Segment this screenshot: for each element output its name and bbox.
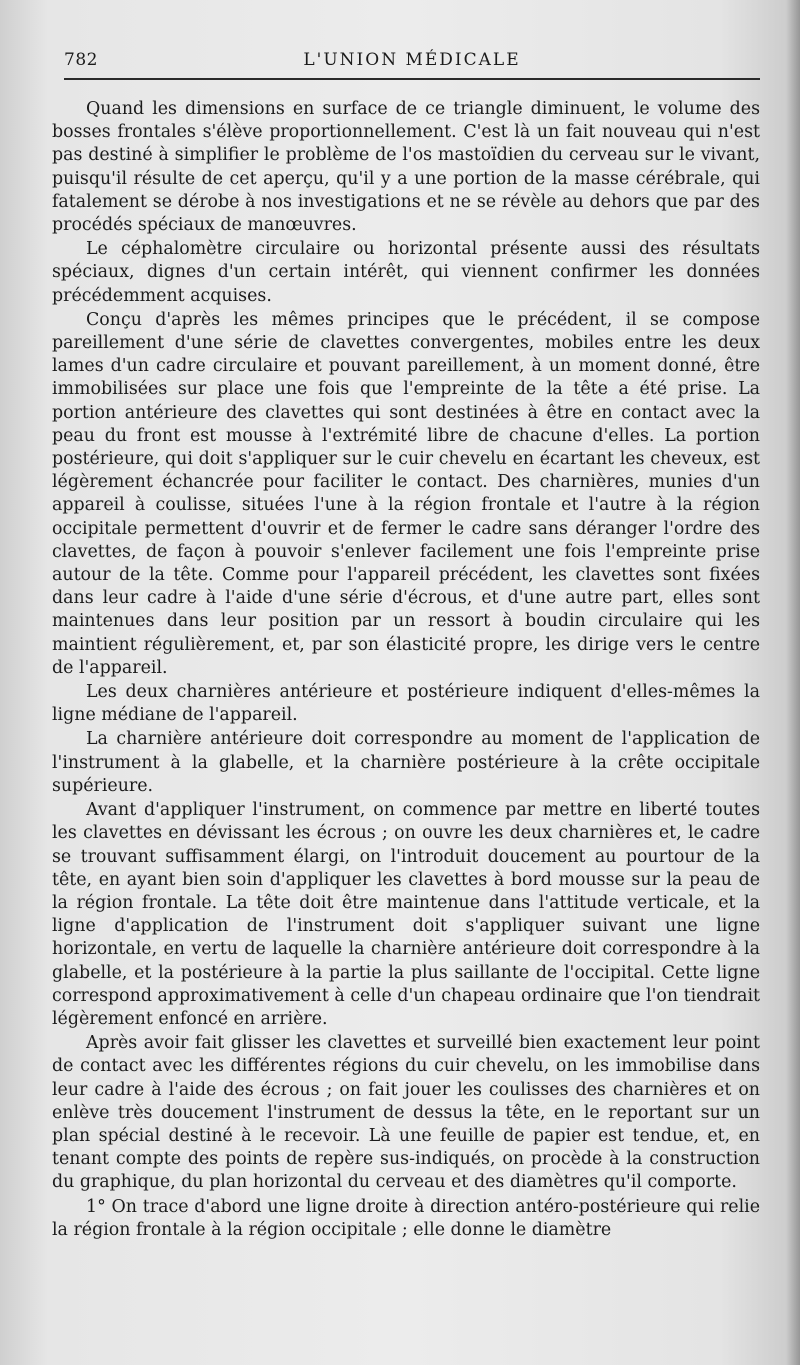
paragraph: Après avoir fait glisser les clavettes et surveillé bien exactement leur point de contact avec les différentes régions du cuir chevelu, on les immobilise dans leur cadre à l'aide des écrous ; on fait jouer les coulisses des charnières et on enlève très doucement l'instrument de dessus la tête, en le reportant sur un plan spécial destiné à le recevoir. Là une feuille de papier est tendue, et, en tenant compte des points de repère sus-indiqués, on procède à la construction du graphique, du plan horizontal du cerveau et des diamètres qu'il comporte.	[52, 1033, 760, 1193]
running-title: L'UNION MÉDICALE	[303, 50, 521, 70]
paragraph: Le céphalomètre circulaire ou horizontal présente aussi des résultats spéciaux, dignes d'un certain intérêt, qui viennent confirmer les données précédemment acquises.	[52, 239, 760, 306]
header-rule	[64, 78, 760, 80]
paragraph: Les deux charnières antérieure et postérieure indiquent d'elles-mêmes la ligne médiane de l'appareil.	[52, 682, 760, 726]
paragraph: Quand les dimensions en surface de ce triangle diminuent, le volume des bosses frontales s'élève proportionnellement. C'est là un fait nouveau qui n'est pas destiné à simplifier le problème de l'os mastoïdien du cerveau sur le vivant, puisqu'il résulte de cet aperçu, qu'il y a une portion de la masse cérébrale, qui fatalement se dérobe à nos investigations et ne se révèle au dehors que par des procédés spéciaux de manœuvres.	[52, 99, 760, 236]
paragraph: Avant d'appliquer l'instrument, on commence par mettre en liberté toutes les clavettes en dévissant les écrous ; on ouvre les deux charnières et, le cadre se trouvant suffisamment élargi, on l'introduit doucement au pourtour de la tête, en ayant bien soin d'appliquer les clavettes à bord mousse sur la peau de la région frontale. La tête doit être maintenue dans l'attitude verticale, et la ligne d'application de l'instrument doit s'appliquer suivant une ligne horizontale, en vertu de laquelle la charnière antérieure doit correspondre à la glabelle, et la postérieure à la partie la plus saillante de l'occipital. Cette ligne correspond approximativement à celle d'un chapeau ordinaire que l'on tiendrait légèrement enfoncé en arrière.	[52, 800, 760, 1029]
paragraph: La charnière antérieure doit correspondre au moment de l'application de l'instrument à la glabelle, et la charnière postérieure à la crête occipitale supérieure.	[52, 729, 760, 796]
page-number: 782	[64, 50, 98, 70]
paragraph: Conçu d'après les mêmes principes que le précédent, il se compose pareillement d'une série de clavettes convergentes, mobiles entre les deux lames d'un cadre circulaire et pouvant pareillement, à un moment donné, être immobilisées sur place une fois que l'empreinte de la tête a été prise. La portion antérieure des clavettes qui sont destinées à être en contact avec la peau du front est mousse à l'extrémité libre de chacune d'elles. La portion postérieure, qui doit s'appliquer sur le cuir chevelu en écartant les cheveux, est légèrement échancrée pour faciliter le contact. Des charnières, munies d'un appareil à coulisse, situées l'une à la région frontale et l'autre à la région occipitale permettent d'ouvrir et de fermer le cadre sans déranger l'ordre des clavettes, de façon à pouvoir s'enlever facilement une fois l'empreinte prise autour de la tête. Comme pour l'appareil précédent, les clavettes sont fixées dans leur cadre à l'aide d'une série d'écrous, et d'une autre part, elles sont maintenues dans leur position par un ressort à boudin circulaire qui les maintient régulièrement, et, par son élasticité propre, les dirige vers le centre de l'appareil.	[52, 309, 760, 678]
paragraph: 1° On trace d'abord une ligne droite à direction antéro-postérieure qui relie la région frontale à la région occipitale ; elle donne le diamètre	[52, 1196, 760, 1240]
page-header	[64, 48, 760, 88]
body-text	[52, 98, 760, 1242]
